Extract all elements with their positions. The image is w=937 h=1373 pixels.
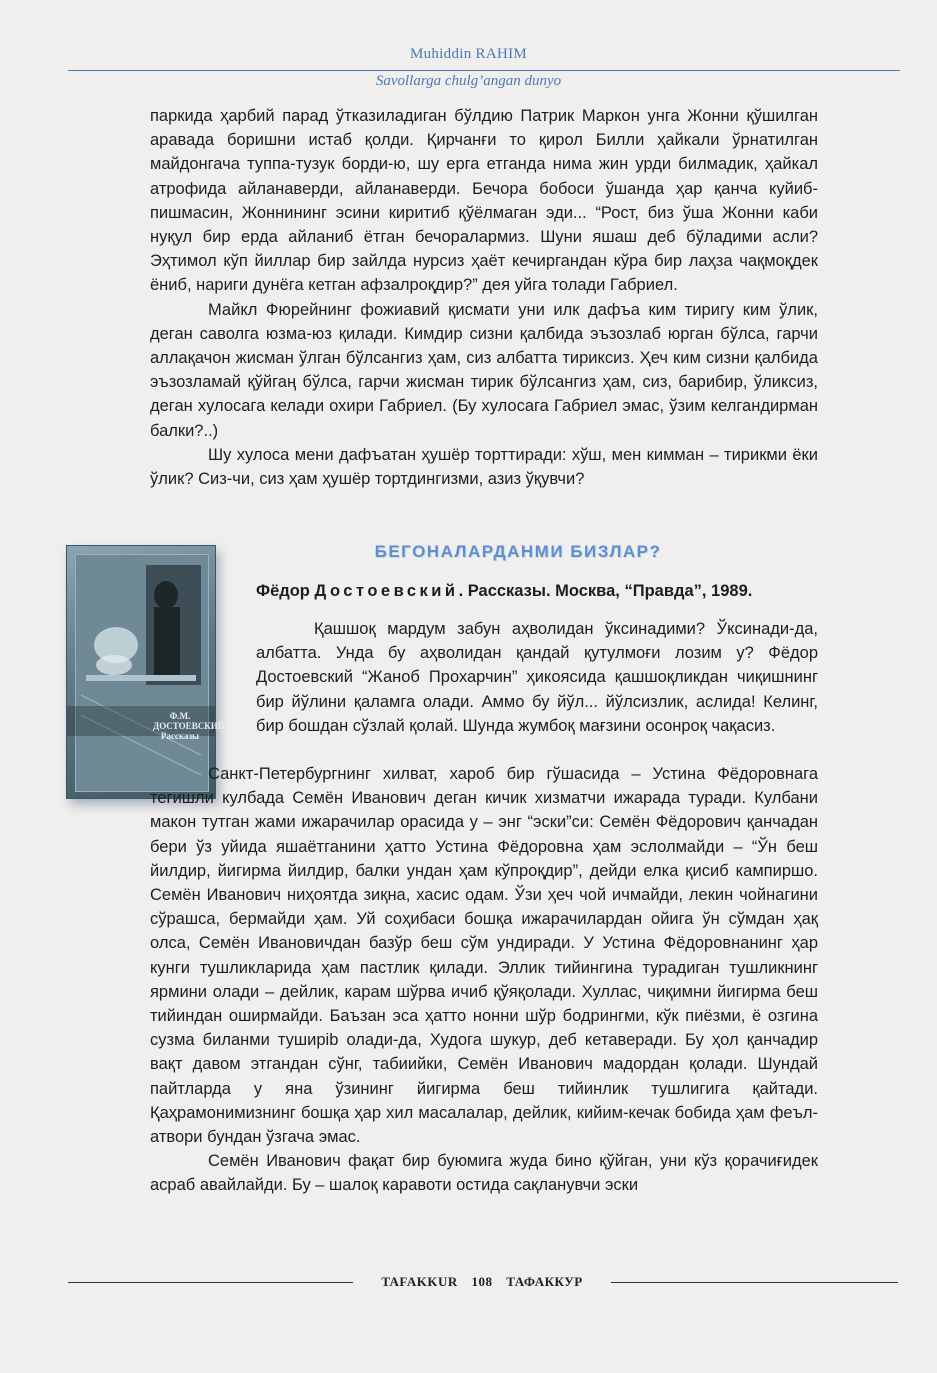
paragraph: Шу хулоса мени дафъатан ҳушёр торттиради: хўш, мен кимман – тирикми ёки ўлик? Сиз-чи, сиз ҳам ҳушёр тортдингизми, азиз ўқувчи? [150, 445, 818, 489]
top-text-block [150, 104, 818, 491]
section-heading: БЕГОНАЛАРДАНМИ БИЗЛАР? [374, 542, 662, 561]
paragraph: Майкл Фюрейнинг фожиавий қисмати уни илк дафъа ким тиригу ким ўлик, деган саволга юзма-юз қилади. Кимдир сизни қалбида эъзозлаб юрган бўлса, гарчи аллақачон жисман ўлган бўлсангиз ҳам, сиз албатта тириксиз. Ҳеч ким сизни қалбида эъзозламай қўйгаң бўлса, гарчи жисман тирик бўлсангиз ҳам, сиз, барибир, ўликсиз, деган хулосага келади охири Габриел. (Бу хулосага Габриел эмас, ўзим келгандирман балки?..) [150, 300, 818, 440]
book-illustration [76, 555, 225, 791]
running-header-subtitle: Savollarga chulg’angan dunyo [375, 73, 562, 89]
bib-author-first: Фёдор [256, 582, 315, 600]
footer-rule-left [68, 1282, 353, 1283]
bib-details: . Рассказы. Москва, “Правда”, 1989. [458, 582, 753, 600]
footer-journal-cyrillic: ТАФАККУР [506, 1274, 583, 1289]
lower-text-block [150, 762, 818, 1198]
paragraph: паркида ҳарбий парад ўтказиладиган бўлдию Патрик Маркон унга Жонни қўшилган аравада боришни истаб қолди. Қирчанғи то қирол Билли ҳайкали ўрнатилган майдонгача туппа-тузук борди-ю, шу ерга етганда нима жин урди билмадик, ҳайкал атрофида айланаверди, айланаверди. Бечора бобоси ўшанда ҳар қанча куйиб-пишмасин, Жоннининг эсини киритиб қўёлмаган эди... “Рост, биз ўша Жонни каби нуқул бир ерда айланиб ётган бечоралармиз. Шуни яшаш деб бўладими асли? Эҳтимол кўп йиллар бир зайлда нурсиз ҳаёт кечиргандан кўра бир лаҳза чақмоқдек ёниб, нариги дунёга кетган афзалроқдир?” дея уйга толади Габриел. [150, 107, 818, 295]
bibliographic-reference [256, 582, 826, 601]
book-cover-image [66, 545, 225, 799]
book-cover-title: Ф.М. ДОСТОЕВСКИЙ Рассказы [153, 711, 225, 741]
running-header-author: Muhiddin RAHIM [409, 46, 528, 62]
paragraph: Қашшоқ мардум забун аҳволидан ўксинадими? Ўксинади-да, албатта. Унда бу аҳволидан қандай қутулмоғи лозим у? Фёдор Достоевский “Жаноб Прохарчин” ҳикоясида қашшоқликдан чиқишнинг бир йўлини қаламга олади. Аммо бу йўл... йўлсизлик, аслида! Келинг, бир бошдан сўзлай қолай. Шунда жумбоқ мағзини осонроқ чақасиз. [256, 620, 818, 735]
footer-journal-latin: TAFAKKUR [381, 1274, 458, 1289]
paragraph: Санкт-Петербургнинг хилват, хароб бир гўшасида – Устина Фёдоровнага тегишли кулбада Семён Иванович деган кичик хизматчи ижарада туради. Кулбани макон тутган жами ижарачилар орасида у – энг “эски”си: Семён Фёдорович қанчадан бери ўз уйида яшаётганини ҳатто Устина Фёдоровна ҳам эслолмайди – “Ўн беш йилдир, йигирма йилдир, балки ундан ҳам кўпроқдир”, дейди елка қисиб кампиршо. Семён Иванович ниҳоятда зиқна, хасис одам. Ўзи ҳеч чой ичмайди, лекин чойнагини сўрашса, бермайди ҳам. Уй соҳибаси бошқа ижарачилардан ойига ўн сўмдан ҳақ олса, Семён Ивановичдан базўр беш сўм ундиради. У Устина Фёдоровнанинг ҳар кунги тушликларида ҳам пастлик қилади. Эллик тийингина турадиган тушликнинг ярмини олади – дейлик, карам шўрва ичиб қўяқолади. Хуллас, чиқимни йигирма беш тийиндан оширмайди. Баъзан эса ҳатто нонни шўр бодрингми, кўк пиёзми, ё озгина сузма биланми туширib олади-да, Худога шукур, деб кетаверади. Бу ҳол қанчадир вақт давом этгандан сўнг, табиийки, Семён Иванович мадордан қолади. Шундай пайтларда у яна ўзининг йигирма беш тийинлик тушлигига қайтади. Қаҳрамонимизнинг бошқа ҳар хил масалалар, дейлик, кийим-кечак бобида ҳам феъл-атвори бундан ўзгача эмас. [150, 765, 818, 1147]
book-cover-art [75, 554, 225, 792]
bib-author-last: Достоевский [314, 582, 459, 600]
paragraph: Семён Иванович фақат бир буюмига жуда бино қўйган, уни кўз қорачиғидек асраб авайлайди. Бу – шалоқ каравоти остида сақланувчи эски [150, 1152, 818, 1195]
header-rule [68, 70, 900, 71]
page-footer [353, 1274, 611, 1290]
section-intro-text [256, 617, 818, 738]
footer-rule-right [611, 1282, 898, 1283]
page-number: 108 [471, 1274, 493, 1289]
